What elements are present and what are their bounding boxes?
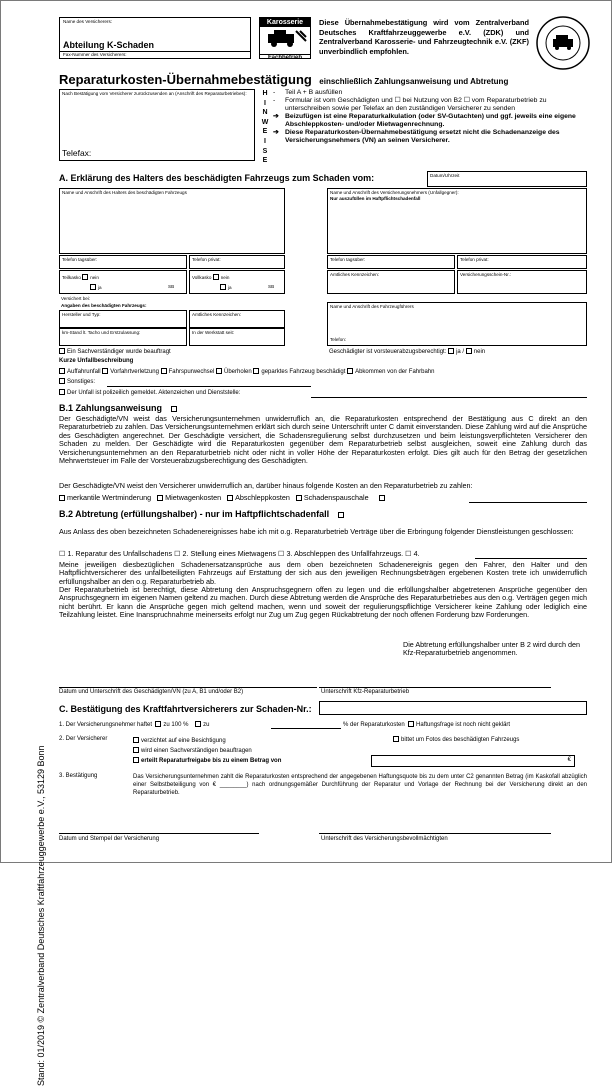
insured-with-label: Versichert bei: <box>61 296 91 301</box>
mietwagen-checkbox[interactable] <box>157 495 163 501</box>
holder-phone-private-field[interactable]: Telefon privat: <box>189 255 285 269</box>
b2-text1: Meine jeweiligen diesbezüglichen Schadenersatzansprüche aus dem oben bezeichneten Schadenereignis gegen den Fahrer, den Halter und den Haftpflichtversicherer des unfallbeteiligten Fahrzeugs auf Erstattung der sich aus den jeweiligen Rechnungsbeträgen ergebenen Kosten trete ich unwiderruflich erfüllungshalber an den o.g. Reparaturbetrieb ab. <box>59 560 587 586</box>
section-b2-heading: B.2 Abtretung (erfüllungshalber) - nur im Haftpflichtschadenfall <box>59 509 346 519</box>
b2-sign-left: Datum und Unterschrift des Geschädigten/VN (zu A, B1 und/oder B2) <box>59 689 244 695</box>
b2-services[interactable]: ☐ 1. Reparatur des Unfallschadens ☐ 2. Stellung eines Mietwagens ☐ 3. Abschleppen des Unfallfahrzeugs. ☐ 4. <box>59 549 420 558</box>
pauschale-checkbox[interactable] <box>296 495 302 501</box>
b2-text2: Der Reparaturbetrieb ist berechtigt, diese Abtretung den Anspruchsgegnern offen zu legen und die erfüllungshalber abgetretenen Ansprüche gegenüber den Anspruchsgegnern im eigenen Namen geltend zu machen. Durch diese Abtretung werden die Ansprüche des Reparaturbetriebes aus den o.g. Verträgen gegen mich nicht berührt. Er kann die Ansprüche gegen mich geltend machen, wenn und soweit der regulierungspflichtige Versicherer keine Zahlung oder lediglich eine Teilzahlung leistet. Eine Inanspruchnahme meinerseits erfolgt nur Zug um Zug gegen Rückabtretung der noch offenen Forderung bzw Forderungen. <box>59 585 587 620</box>
sonstiges-line <box>107 386 311 387</box>
section-b1-heading: B.1 Zahlungsanweisung <box>59 403 179 413</box>
driver-address-field[interactable]: Name und Anschrift des Fahrzeugführers Telefon: <box>327 302 587 346</box>
workshop-since-field[interactable]: In der Werkstatt seit: <box>189 328 285 346</box>
insurance-number-field[interactable]: Versicherungsschein-Nr.: <box>457 270 587 294</box>
return-address-label: Nach Bestätigung vom Versicherer zurückzusenden an (Anschrift des Reparaturbetriebes): <box>62 91 247 96</box>
wertminderung-checkbox[interactable] <box>59 495 65 501</box>
expert-row: Ein Sachverständiger wurde beauftragt <box>59 348 171 356</box>
c-row1: 1. Der Versicherungsnehmer haftet zu 100 % zu <box>59 722 210 728</box>
accident-heading: Kurze Unfallbeschreibung <box>59 358 134 364</box>
b1-text: Der Geschädigte/VN weist das Versicherungsunternehmen unwiderruflich an, die Reparaturkosten entsprechend der Bestätigung aus C direkt an den Reparaturbetrieb zu zahlen. Das Versicherungsunternehmen erklärt sich durch seine Unterschrift unter C damit einverstanden. Diese Zahlung wird auf die Ansprüche des Geschädigten angerechnet. Der Geschädigte versichert, die Schadensregulierung selbst durchzusetzen und beim leistungsverpflichteten Versicherer den Schaden zu melden. Der Geschädigte wird die Reparaturkosten gegenüber dem Reparaturbetrieb selbst ausgleichen, soweit eine Zahlung durch das Versicherungsunternehmen an den Reparaturbetrieb nicht oder nicht in voller Höhe der Reparaturkosten erfolgt. Dies gilt auch für den Betrag der gesetzlichen Mehrwertsteuer im Falle der Vorsteuerabzugsberechtigung des Geschädigten. <box>59 414 587 466</box>
release-amount-field[interactable]: € <box>371 755 575 767</box>
claim-number-field[interactable] <box>319 701 587 715</box>
sonstiges-row: Sonstiges: <box>59 378 95 386</box>
sonstiges-checkbox[interactable] <box>59 378 65 384</box>
vollkasko-nein-checkbox[interactable] <box>213 274 219 280</box>
hint-item: - Teil A + B ausfüllen <box>273 89 343 96</box>
sign-line-left <box>59 687 317 688</box>
return-address-box[interactable] <box>59 89 255 161</box>
release-checkbox[interactable] <box>133 757 139 763</box>
b2-services-line <box>475 558 587 559</box>
c-row2-label: 2. Der Versicherer <box>59 736 108 742</box>
karosserie-logo <box>259 17 311 59</box>
manufacturer-field[interactable]: Hersteller und Typ: <box>59 310 187 328</box>
other-checkbox[interactable] <box>379 495 385 501</box>
hint-item: ➔ Diese Reparaturkosten-Übernahmebestätigung ersetzt nicht die Schadenanzeige des Versicherungsnehmers (VN) an seinen Versicherer. <box>273 129 560 144</box>
telefax-label: Telefax: <box>62 148 92 158</box>
opt-checkbox[interactable] <box>161 368 167 374</box>
fax-label: Fax-Nummer des Versicherers: <box>63 52 127 57</box>
no-inspection-checkbox[interactable] <box>133 737 139 743</box>
vollkasko-box: Vollkasko nein ja SB <box>189 270 285 294</box>
expert-assign-checkbox[interactable] <box>133 747 139 753</box>
sign-line-right <box>319 687 551 688</box>
vollkasko-ja-checkbox[interactable] <box>220 284 226 290</box>
teilkasko-nein-checkbox[interactable] <box>82 274 88 280</box>
accident-date-field[interactable]: Datum/Uhrzeit <box>427 171 587 187</box>
police-row: Der Unfall ist polizeilich gemeldet. Aktenzeichen und Dienststelle: <box>59 389 240 397</box>
photos-checkbox[interactable] <box>393 736 399 742</box>
b2-checkbox[interactable] <box>338 512 344 518</box>
vat-ja-checkbox[interactable] <box>448 348 454 354</box>
b1-other-line <box>469 502 587 503</box>
vehicle-plate-field[interactable]: Amtliches Kennzeichen: <box>189 310 285 328</box>
c-row3-label: 3. Bestätigung <box>59 773 98 779</box>
opt-checkbox[interactable] <box>347 368 353 374</box>
b1-checkbox[interactable] <box>171 406 177 412</box>
teilkasko-box: Teilkasko nein ja SB <box>59 270 187 294</box>
opponent-phone-day-field[interactable]: Telefon tagsüber: <box>327 255 455 269</box>
teilkasko-ja-checkbox[interactable] <box>90 284 96 290</box>
hinweise-list <box>273 89 588 145</box>
police-checkbox[interactable] <box>59 389 65 395</box>
b2-intro: Aus Anlass des oben bezeichneten Schadenereignisses habe ich mit o.g. Reparaturbetrieb Verträge über die Erbringung folgender Dienstleistungen geschlossen: <box>59 527 574 536</box>
c-row3-text: Das Versicherungsunternehmen zahlt die Reparaturkosten entsprechend der angegebenen Haftungsquote bis zu dem unter C2 genannten Betrag (im Kaskofall abzüglich einer Selbstbeteiligung von € ________) nach ordnungsgemäßer Durchführung der Reparatur und Vorlage der Rechnung bei der Versicherung direkt an den Reparaturbetrieb. <box>133 774 587 796</box>
vehicle-info-label: Angaben des beschädigten Fahrzeugs: <box>61 303 147 308</box>
recommendation-text: Diese Übernahmebestätigung wird vom Zentralverband Deutsches Kraftfahrzeuggewerbe e.V. (ZDK) und Zentralverband Karosserie- und Fahrzeugtechnik e.V. (ZKF) unverbindlich empfohlen. <box>319 18 529 56</box>
police-line <box>311 397 587 398</box>
section-c-heading: C. Bestätigung des Kraftfahrtversicherers zur Schaden-Nr.: <box>59 704 312 714</box>
c-sign-line-left <box>59 833 259 834</box>
vat-nein-checkbox[interactable] <box>466 348 472 354</box>
b2-accept: Die Abtretung erfüllungshalber unter B 2 wird durch den Kfz-Reparaturbetrieb angenommen. <box>403 640 580 658</box>
opt-checkbox[interactable] <box>59 368 65 374</box>
b2-sign-right: Unterschrift Kfz-Reparaturbetrieb <box>321 689 410 695</box>
car-icon <box>260 27 310 49</box>
department-text: Abteilung K-Schaden <box>63 40 155 50</box>
opponent-plate-field[interactable]: Amtliches Kennzeichen: <box>327 270 455 294</box>
form-page: Stand: 01/2019 © Zentralverband Deutsches Kraftfahrzeuggewerbe e.V., 53129 Bonn Name des Versicherers: Abteilung K-Schaden Fax-Nummer des Versicherers: Karosserie Fachbetrieb Diese Übernahmebestätigung wird vom Zentralverband Deutsches Kraftfahrzeuggewerbe e.V. (ZDK) und Zentralverband Karosserie- und Fahrzeugtechnik e.V. (ZKF) unverbindlich empfohlen. Reparaturkosten-Übernahmebestätigung einschließlich Zahlungsanweisung und Abtretung Nach Bestätigung vom Versicherer zurückzusenden an (Anschrift des Reparaturbetriebes): Telefax: H I N W E I S E - Teil A + B ausfüllen - Formular ist vom Geschädigten und ☐ bei Nutzung von B2 ☐ vom Reparaturbetrieb zu unterschreiben sowie per Telefax an den zuständigen Versicherer zu senden ➔ Beizufügen ist eine Reparaturkalkulation (oder SV-Gutachten) und ggf. jeweils eine eigene Abschleppkosten- und/oder Mietwagenrechnung. ➔ Diese Reparaturkosten-Übernahmebestätigung ersetzt nicht die Schadenanzeige des Versicherungsnehmers (VN) an seinen Versicherer. A. Erklärung des Halters des beschädigten Fahrzeugs zum Schaden vom: Datum/Uhrzeit Name und Anschrift des Halters des beschädigten Fahrzeugs Name und Anschrift des Versicherungsnehmers (Unfallgegner): Nur auszufüllen im Haftpflichtschadenfall Telefon tagsüber: Telefon privat: Telefon tagsüber: Telefon privat: Teilkasko nein ja SB Vollkasko nein ja SB Amtliches Kennzeichen: Versicherungsschein-Nr.: Versichert bei: Angaben des beschädigten Fahrzeugs: Hersteller und Typ: Amtliches Kennzeichen: km-Stand lt. Tacho und Erstzulassung: In der Werkstatt seit: Name und Anschrift des Fahrzeugführers Telefon: Ein Sachverständiger wurde beauftragt Geschädigter ist vorsteuerabzugsberechtigt: ja / nein Kurze Unfallbeschreibung Auffahrunfall Vorfahrtverletzung Fahrspurwechsel Überholen geparktes Fahrzeug beschädigt Abkommen von der Fahrbahn Sonstiges: Der Unfall ist polizeilich gemeldet. Aktenzeichen und Dienststelle: B.1 Zahlungsanweisung Der Geschädigte/VN weist das Versicherungsunternehmen unwiderruflich an, die Reparaturkosten entsprechend der Bestätigung aus C direkt an den Reparaturbetrieb zu zahlen. Das Versicherungsunternehmen erklärt sich durch seine Unterschrift unter C damit einverstanden. Diese Zahlung wird auf die Ansprüche des Geschädigten angerechnet. Der Geschädigte versichert, die Schadensregulierung selbst durchzusetzen und beim leistungsverpflichteten Versicherer den Schaden zu melden. Der Geschädigte wird die Reparaturkosten gegenüber dem Reparaturbetrieb selbst ausgleichen, soweit eine Zahlung durch das Versicherungsunternehmen an den Reparaturbetrieb nicht oder nicht in voller Höhe der Reparaturkosten erfolgt. Dies gilt auch für den Betrag der gesetzlichen Mehrwertsteuer im Falle der Vorsteuerabzugsberechtigung des Geschädigten. Der Geschädigte/VN weist den Versicherer unwiderruflich an, darüber hinaus folgende Kosten an den Reparaturbetrieb zu zahlen: merkantile Wertminderung Mietwagenkosten Abschleppkosten Schadenspauschale B.2 Abtretung (erfüllungshalber) - nur im Haftpflichtschadenfall Aus Anlass des oben bezeichneten Schadenereignisses habe ich mit o.g. Reparaturbetrieb Verträge über die Erbringung folgender Dienstleistungen geschlossen: ☐ 1. Reparatur des Unfallschadens ☐ 2. Stellung eines Mietwagens ☐ 3. Abschleppen des Unfallfahrzeugs. ☐ 4. Meine jeweiligen diesbezüglichen Schadenersatzansprüche aus dem oben bezeichneten Schadenereignis gegen den Fahrer, den Halter und den Haftpflichtversicherer des unfallbeteiligten Fahrzeugs auf Erstattung der sich aus den jeweiligen Rechnungsbeträgen ergebenen Kosten trete ich unwiderruflich erfüllungshalber an den o.g. Reparaturbetrieb ab. Der Reparaturbetrieb ist berechtigt, diese Abtretung den Anspruchsgegnern offen zu legen und die erfüllungshalber abgetretenen Ansprüche gegenüber den Anspruchsgegnern im eigenen Namen geltend zu machen. Durch diese Abtretung werden die Ansprüche des Reparaturbetriebes aus den o.g. Verträgen gegen mich nicht berührt. Er kann die Ansprüche gegen mich geltend machen, wenn und soweit der regulierungspflichtige Versicherer keine Zahlung oder lediglich eine Teilzahlung leistet. Eine Inanspruchnahme meinerseits erfolgt nur Zug um Zug gegen Rückabtretung der noch offenen Forderung bzw Forderungen. Die Abtretung erfüllungshalber unter B 2 wird durch den Kfz-Reparaturbetrieb angenommen. Datum und Unterschrift des Geschädigten/VN (zu A, B1 und/oder B2) Unterschrift Kfz-Reparaturbetrieb C. Bestätigung des Kraftfahrtversicherers zur Schaden-Nr.: 1. Der Versicherungsnehmer haftet zu 100 % zu % der Reparaturkosten Haftungsfrage ist noch nicht geklärt 2. Der Versicherer verzichtet auf eine Besichtigung wird einen Sachverständigen beauftragen erteilt Reparaturfreigabe bis zu einem Betrag von bittet um Fotos des beschädigten Fahrzeugs € 3. Bestätigung Das Versicherungsunternehmen zahlt die Reparaturkosten entsprechend der angegebenen Haftungsquote bis zu dem unter C2 genannten Betrag (im Kaskofall abzüglich einer Selbstbeteiligung von € ________) nach ordnungsgemäßer Durchführung der Reparatur und Vorlage der Rechnung bei der Versicherung direkt an den Reparaturbetrieb. Datum und Stempel der Versicherung Unterschrift des Versicherungsbevollmächtigten <box>0 0 612 863</box>
c-open-checkbox[interactable] <box>408 721 414 727</box>
accident-options: Auffahrunfall Vorfahrtverletzung Fahrspurwechsel Überholen geparktes Fahrzeug beschädigt Abkommen von der Fahrbahn <box>59 368 434 376</box>
hinweise-letters: H I N W E I S E <box>261 90 269 165</box>
b1-text2: Der Geschädigte/VN weist den Versicherer unwiderruflich an, darüber hinaus folgende Kosten an den Reparaturbetrieb zu zahlen: <box>59 481 473 490</box>
insurer-box[interactable] <box>59 17 251 59</box>
hint-item: ➔ Beizufügen ist eine Reparaturkalkulation (oder SV-Gutachten) und ggf. jeweils eine eigene Abschleppkosten- und/oder Mietwagenrechnung. <box>273 113 576 128</box>
c-sign-left: Datum und Stempel der Versicherung <box>59 836 160 842</box>
c-100-checkbox[interactable] <box>155 721 161 727</box>
opponent-phone-private-field[interactable]: Telefon privat: <box>457 255 587 269</box>
b1-options: merkantile Wertminderung Mietwagenkosten Abschleppkosten Schadenspauschale <box>59 494 387 502</box>
opt-checkbox[interactable] <box>216 368 222 374</box>
hint-item: - Formular ist vom Geschädigten und ☐ bei Nutzung von B2 ☐ vom Reparaturbetrieb zu unterschreiben sowie per Telefax an den zuständigen Versicherer zu senden <box>273 97 547 112</box>
c-sign-right: Unterschrift des Versicherungsbevollmächtigten <box>321 836 448 842</box>
c-row2-options: verzichtet auf eine Besichtigung wird einen Sachverständigen beauftragen erteilt Reparaturfreigabe bis zu einem Betrag von <box>133 736 281 766</box>
form-title: Reparaturkosten-Übernahmebestätigung <box>59 72 312 87</box>
insurer-name-label: Name des Versicherers: <box>63 19 113 24</box>
opponent-address-field[interactable]: Name und Anschrift des Versicherungsnehmers (Unfallgegner): Nur auszufüllen im Haftpflichtschadenfall <box>327 188 587 254</box>
opt-checkbox[interactable] <box>253 368 259 374</box>
logo-text-bottom: Fachbetrieb <box>260 54 310 62</box>
vat-row: Geschädigter ist vorsteuerabzugsberechtigt: ja / nein <box>329 349 486 355</box>
opt-checkbox[interactable] <box>102 368 108 374</box>
form-subtitle: einschließlich Zahlungsanweisung und Abtretung <box>319 77 509 86</box>
holder-address-field[interactable]: Name und Anschrift des Halters des beschädigten Fahrzeugs <box>59 188 285 254</box>
section-a-heading: A. Erklärung des Halters des beschädigten Fahrzeugs zum Schaden vom: <box>59 173 375 183</box>
c-partial-checkbox[interactable] <box>195 721 201 727</box>
c-sign-line-right <box>319 833 551 834</box>
km-field[interactable]: km-Stand lt. Tacho und Erstzulassung: <box>59 328 187 346</box>
abschlepp-checkbox[interactable] <box>227 495 233 501</box>
logo-text-top: Karosserie <box>260 18 310 27</box>
expert-checkbox[interactable] <box>59 348 65 354</box>
zdk-seal-icon <box>535 15 591 71</box>
holder-phone-day-field[interactable]: Telefon tagsüber: <box>59 255 187 269</box>
c-percent-line <box>271 728 341 729</box>
side-copyright: Stand: 01/2019 © Zentralverband Deutsches Kraftfahrzeuggewerbe e.V., 53129 Bonn <box>36 745 46 1086</box>
